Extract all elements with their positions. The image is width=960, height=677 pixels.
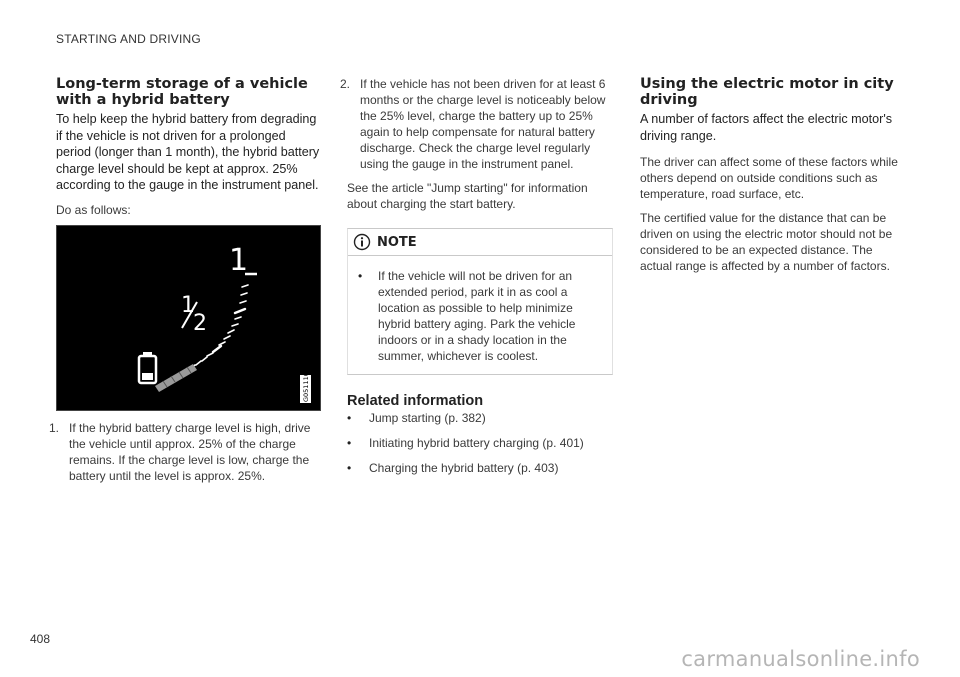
storage-step-text: If the vehicle has not been driven for at least 6 months or the charge level is noticeably below the 25% level, charge the battery up to 25% again to help compensate for natural battery discharge. Check the charge level regularly using the gauge in the instrument panel. xyxy=(360,77,606,171)
related-information-list xyxy=(347,410,613,476)
electric-motor-lead: A number of factors affect the electric motor's driving range. xyxy=(640,112,893,143)
related-link-jump-starting[interactable]: • Jump starting (p. 382) xyxy=(347,410,613,426)
related-information-title: Related information xyxy=(347,393,484,409)
gauge-half-denominator: 2 xyxy=(193,311,207,336)
battery-gauge-graphic xyxy=(57,226,320,410)
note-box xyxy=(347,228,613,375)
storage-continued-column xyxy=(340,76,613,485)
site-watermark: carmanualsonline.info xyxy=(681,647,920,671)
gauge-half-numerator: 1 xyxy=(181,293,195,318)
gauge-full-label: 1 xyxy=(229,243,249,278)
storage-step-text: If the hybrid battery charge level is high, drive the vehicle until approx. 25% of the charge remains. If the charge level is low, charge the battery until the level is approx. 25%. xyxy=(69,421,311,483)
jump-start-reference: See the article "Jump starting" for information about charging the start battery. xyxy=(347,181,588,211)
battery-icon xyxy=(139,352,156,383)
storage-lead: To help keep the hybrid battery from degrading if the vehicle is not driven for a prolonged period (longer than 1 month), the hybrid battery charge level should be kept at approx. 25% according to the gauge in the instrument panel. xyxy=(56,112,320,192)
battery-gauge-figure xyxy=(56,225,321,411)
storage-intro: Do as follows: xyxy=(56,202,131,217)
storage-steps-part1 xyxy=(49,420,324,484)
storage-title: Long-term storage of a vehicle with a hybrid battery xyxy=(56,76,308,108)
note-label: NOTE xyxy=(377,234,417,250)
electric-motor-paragraph: The certified value for the distance that can be driven on using the electric motor should not be considered to be an expected distance. The actual range is affected by a number of factors. xyxy=(640,211,893,273)
electric-motor-title: Using the electric motor in city driving xyxy=(640,76,894,108)
storage-column xyxy=(56,76,324,218)
note-item: • If the vehicle will not be driven for an extended period, park it in as cool a location as possible to help minimize hybrid battery aging. Park the vehicle indoors or in a shady location in the summer, whichever is coolest. xyxy=(358,268,602,364)
note-header xyxy=(348,229,612,256)
page-number: 408 xyxy=(30,632,51,646)
note-body xyxy=(348,256,612,374)
related-link-initiating-charging[interactable]: • Initiating hybrid battery charging (p. 401) xyxy=(347,435,613,451)
related-link-charging-battery[interactable]: • Charging the hybrid battery (p. 403) xyxy=(347,460,613,476)
info-icon xyxy=(353,233,371,251)
storage-step xyxy=(340,76,613,172)
figure-ref-code: G051110 xyxy=(302,372,310,402)
electric-motor-column xyxy=(640,76,905,274)
gauge-charge-level xyxy=(155,364,197,392)
storage-step-number: 1. xyxy=(49,421,60,435)
storage-step-number: 2. xyxy=(340,77,351,91)
section-header: STARTING AND DRIVING xyxy=(56,32,201,46)
electric-motor-paragraph: The driver can affect some of these factors while others depend on outside conditions such as temperature, road surface, etc. xyxy=(640,155,898,201)
storage-step xyxy=(49,420,324,484)
